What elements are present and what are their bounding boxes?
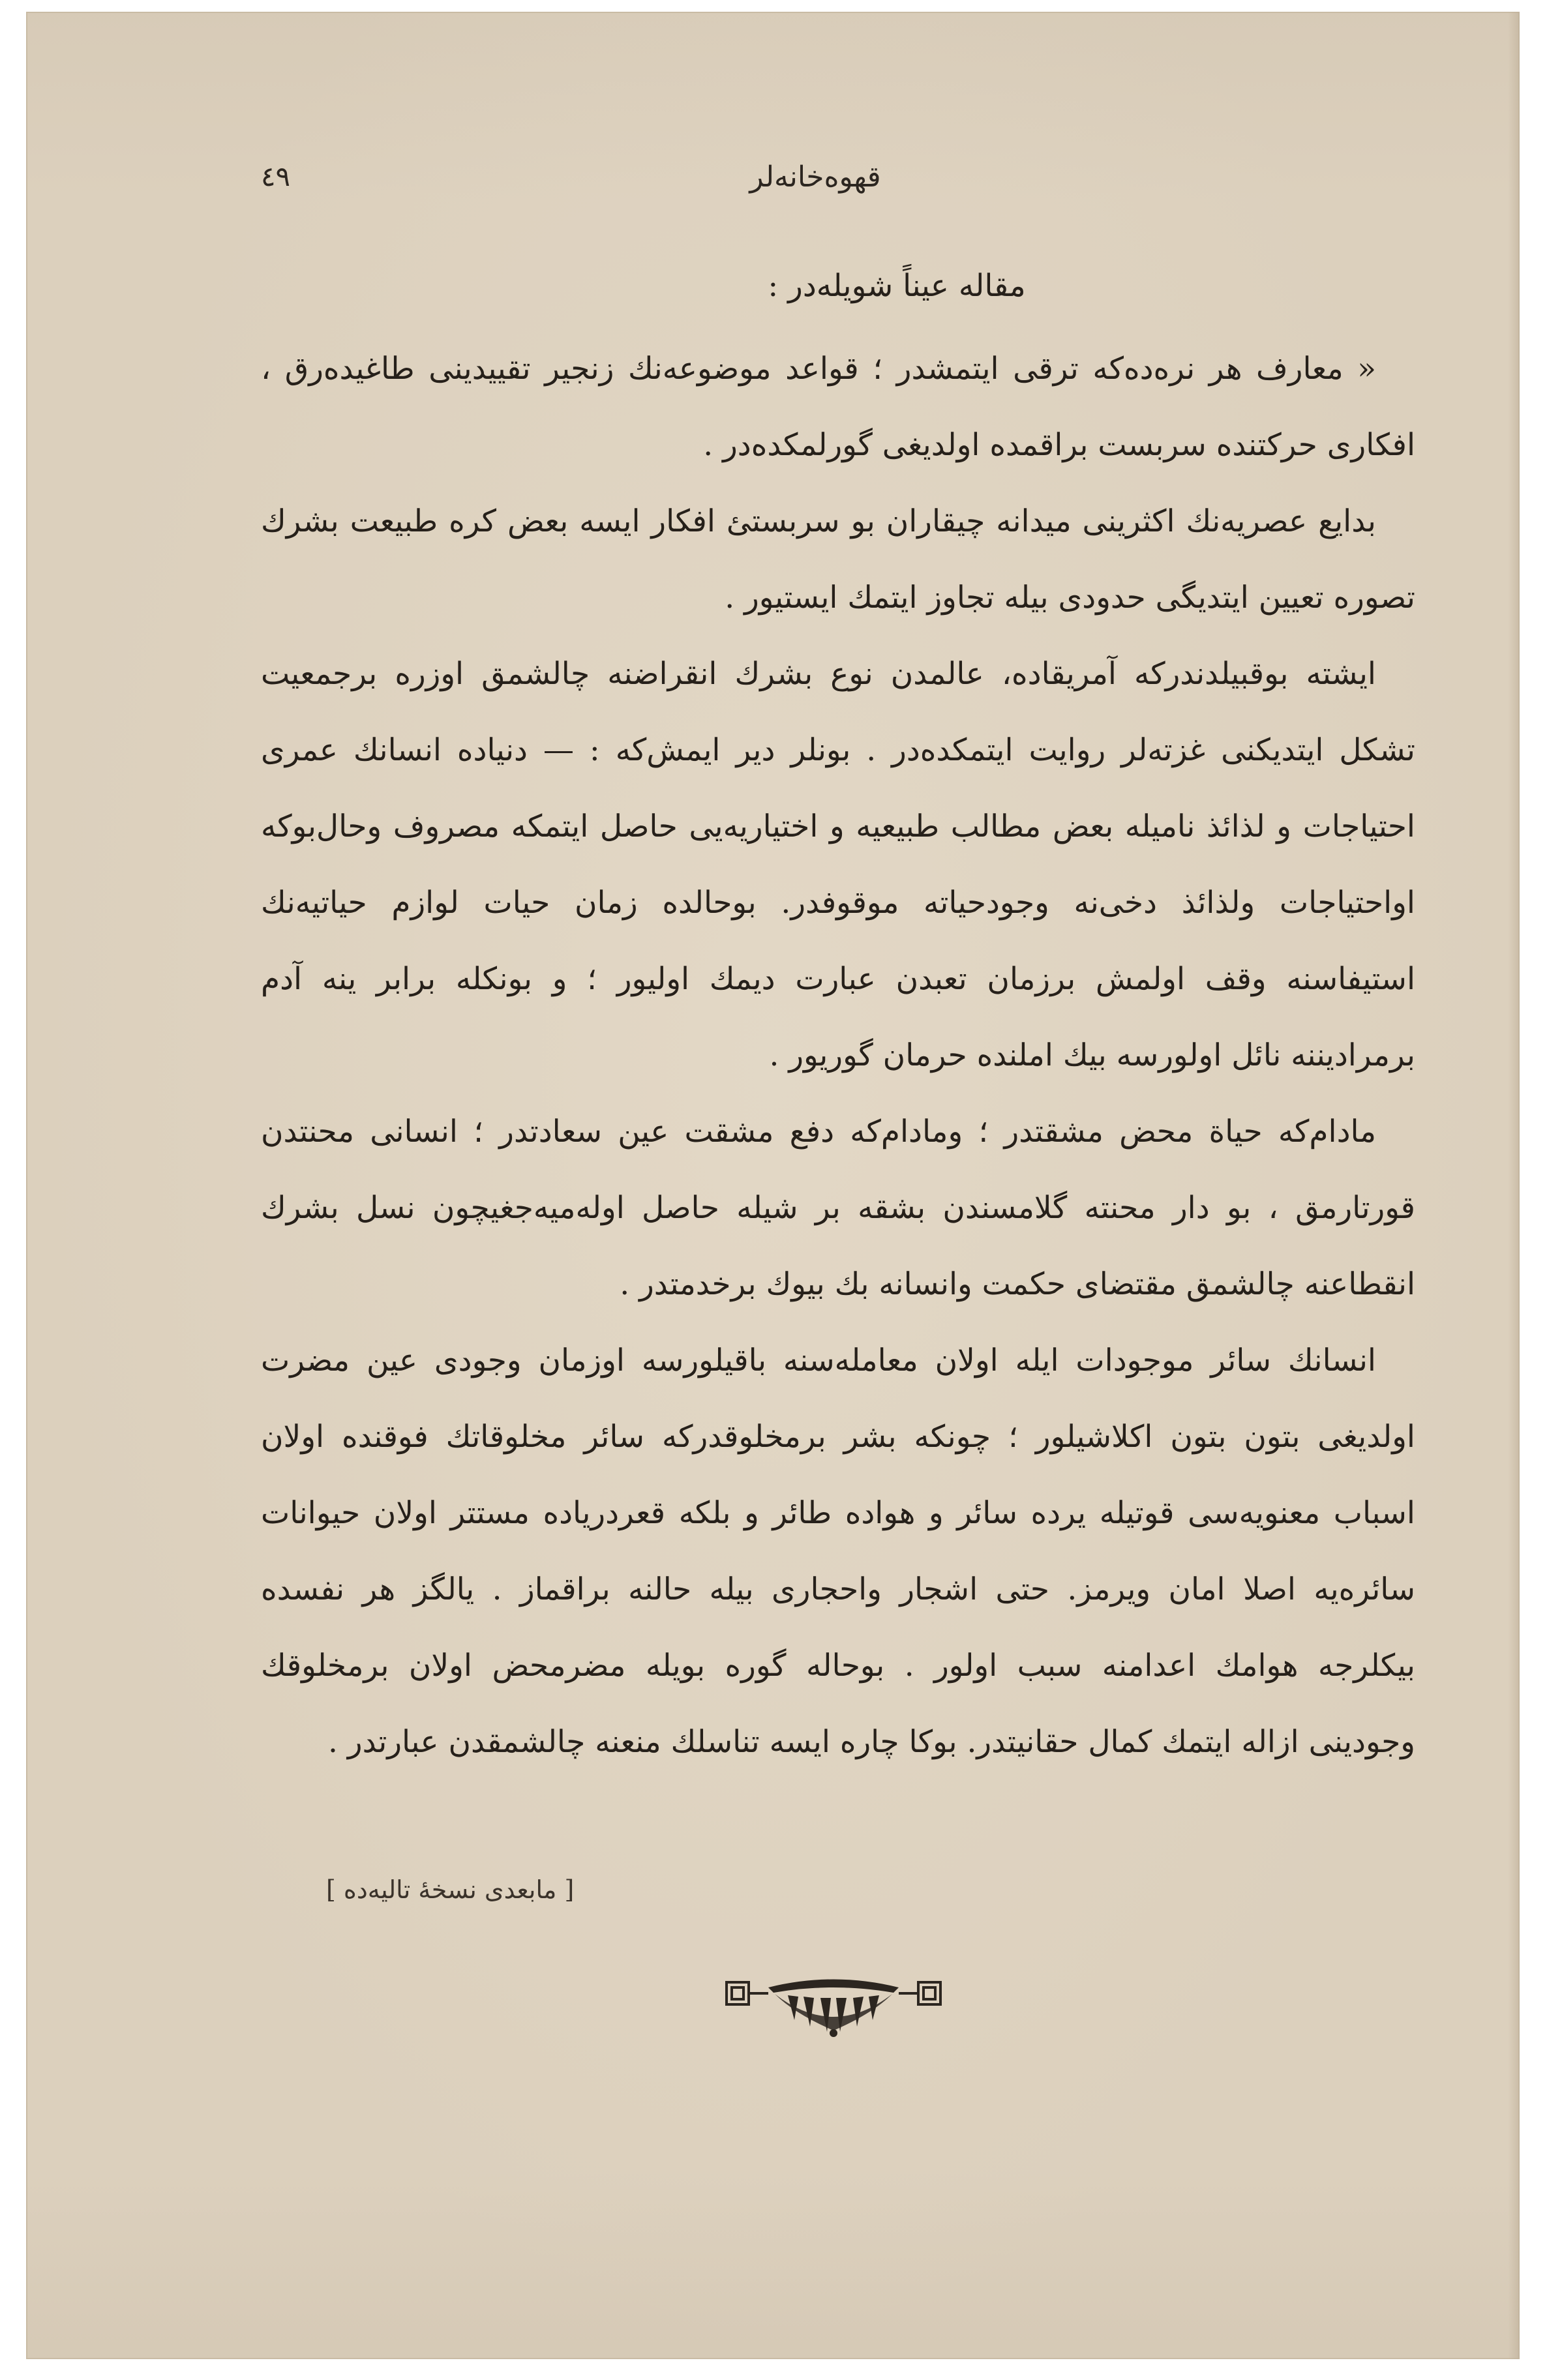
paragraph-1 <box>261 331 1415 483</box>
continuation-note: [ مابعدى نسخهٔ تاليه‌ده ] <box>326 1875 575 1904</box>
paragraph-2 <box>261 483 1415 636</box>
intro-line: مقاله عيناً شويله‌در : <box>768 268 1026 304</box>
page-edge <box>1508 12 1520 2359</box>
paragraph-5-text: انسانك سائر موجودات ايله اولان معامله‌سنه باقيلورسه اوزمان وجودى عين مضرت اولديغى بتون بتون اكلاشيلور ؛ چونكه بشر برمخلوقدركه سائر مخلوقاتك فوقنده اولان اسباب معنويه‌سى قوتيله يرده سائر و هواده طائر و بلكه قعردرياده مستتر اولان حيوانات سائره‌يه اصلا امان ويرمز. حتى اشجار واحجارى بيله حالنه براقماز . يالگز هر نفسده بيكلرجه هوامك اعدامنه سبب اولور . بوحاله گوره بويله مضرمحض اولان برمخلوقك وجودينى ازاله ايتمك كمال حقانيتدر. بوكا چاره ايسه تناسلك منعنه چالشمقدن عبارتدر . <box>261 1343 1415 1760</box>
paragraph-4 <box>261 1093 1415 1322</box>
body-text <box>261 248 1415 1780</box>
paragraph-2-text: بدايع عصريه‌نك اكثرينى ميدانه چيقاران بو سربستئ افكار ايسه بعض كره طبيعت بشرك تصوره تعيين ايتديگى حدودى بيله تجاوز ايتمك ايستيور . <box>261 503 1415 616</box>
lotus-fleuron-icon <box>723 1968 944 2040</box>
page-header <box>261 160 1370 206</box>
paragraph-1-text: « معارف هر نره‌ده‌كه ترقى ايتمشدر ؛ قواعد موضوعه‌نك زنجير تقييدينى طاغيده‌رق ، افكارى حركتنده سربست براقمده اولديغى گورلمكده‌در . <box>261 351 1415 463</box>
paragraph-3 <box>261 636 1415 1093</box>
paragraph-5 <box>261 1322 1415 1780</box>
paragraph-4-text: مادام‌كه حياة محض مشقتدر ؛ ومادام‌كه دفع مشقت عين سعادتدر ؛ انسانى محنتدن قورتارمق ، بو دار محنته گلامسندن بشقه بر شيله حاصل اوله‌ميه‌جغيچون نسل بشرك انقطاعنه چالشمق مقتضاى حكمت وانسانه بك بيوك برخدمتدر . <box>261 1114 1415 1302</box>
page-number: ٤٩ <box>261 160 291 192</box>
running-title: قهوه‌خانه‌لر <box>749 160 881 194</box>
paragraph-3-text: ايشته بوقبيلدندركه آمريقاده، عالمدن نوع بشرك انقراضنه چالشمق اوزره برجمعيت تشكل ايتديكنى غزته‌لر روايت ايتمكده‌در . بونلر دير ايمش‌كه : — دنياده انسانك عمرى احتياجات و لذائذ ناميله بعض مطالب طبيعيه و اختياريه‌يى حاصل ايتمكه مصروف وحال‌بوكه اواحتياجات ولذائذ دخى‌نه وجودحياته موقوفدر. بوحالده زمان حيات لوازم حياتيه‌نك استيفاسنه وقف اولمش برزمان تعبدن عبارت ديمك اوليور ؛ و بونكله برابر ينه آدم برمراديننه نائل اولورسه بيك املنده حرمان گوريور . <box>261 656 1415 1073</box>
